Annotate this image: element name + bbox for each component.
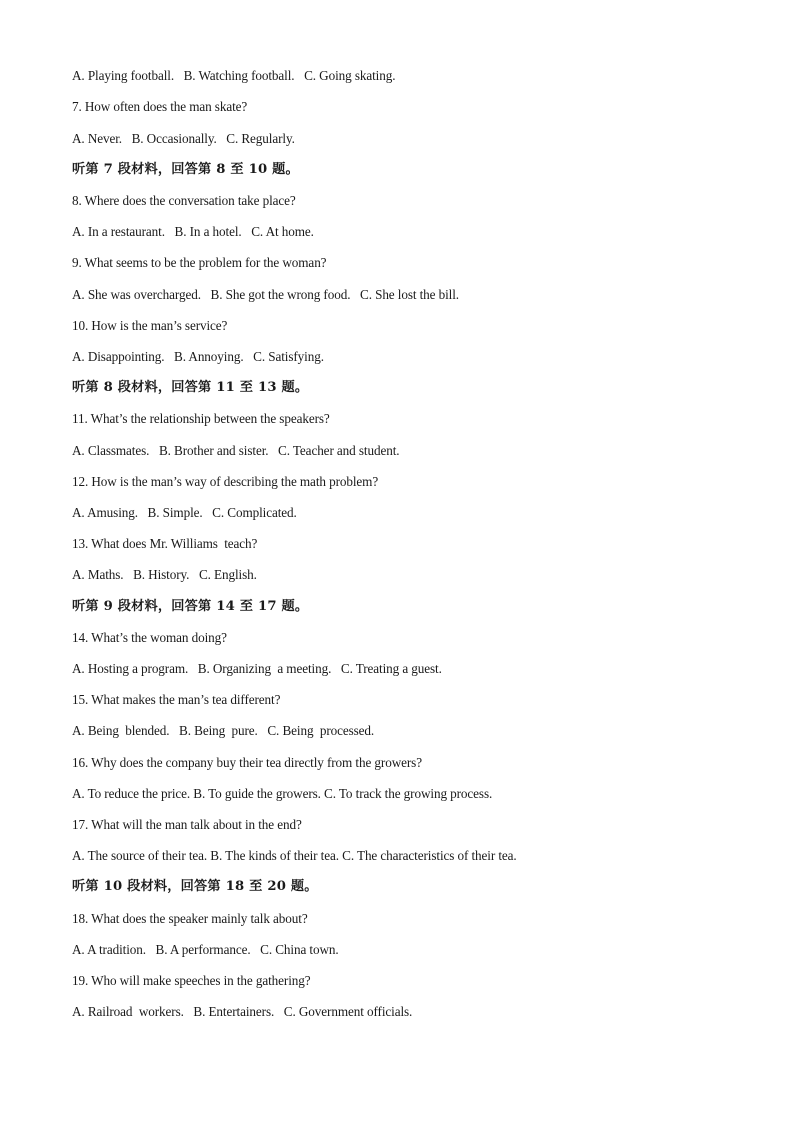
question-line: 14. What’s the woman doing? bbox=[72, 630, 227, 645]
question-line: 19. Who will make speeches in the gathering? bbox=[72, 973, 311, 988]
option-line: A. Never. B. Occasionally. C. Regularly. bbox=[72, 131, 295, 146]
question-line: 10. How is the man’s service? bbox=[72, 318, 228, 333]
section-heading: 听第 9 段材料，回答第 14 至 17 题。 bbox=[72, 599, 309, 614]
option-line: A. Classmates. B. Brother and sister. C. Teacher and student. bbox=[72, 443, 400, 458]
option-line: A. In a restaurant. B. In a hotel. C. At home. bbox=[72, 224, 314, 239]
question-line: 16. Why does the company buy their tea directly from the growers? bbox=[72, 755, 422, 770]
question-line: 11. What’s the relationship between the speakers? bbox=[72, 411, 330, 426]
option-line: A. Hosting a program. B. Organizing a meeting. C. Treating a guest. bbox=[72, 661, 442, 676]
question-line: 15. What makes the man’s tea different? bbox=[72, 692, 281, 707]
question-line: 12. How is the man’s way of describing the math problem? bbox=[72, 474, 379, 489]
section-heading: 听第 8 段材料，回答第 11 至 13 题。 bbox=[72, 380, 309, 395]
option-line: A. A tradition. B. A performance. C. China town. bbox=[72, 942, 339, 957]
option-line: A. Playing football. B. Watching football. C. Going skating. bbox=[72, 68, 396, 83]
question-line: 8. Where does the conversation take place? bbox=[72, 193, 296, 208]
option-line: A. Amusing. B. Simple. C. Complicated. bbox=[72, 505, 297, 520]
option-line: A. To reduce the price. B. To guide the growers. C. To track the growing process. bbox=[72, 786, 493, 801]
question-line: 18. What does the speaker mainly talk about? bbox=[72, 911, 308, 926]
question-line: 13. What does Mr. Williams teach? bbox=[72, 536, 258, 551]
section-heading: 听第 7 段材料，回答第 8 至 10 题。 bbox=[72, 162, 299, 177]
option-line: A. Disappointing. B. Annoying. C. Satisfying. bbox=[72, 349, 324, 364]
question-line: 9. What seems to be the problem for the woman? bbox=[72, 255, 327, 270]
section-heading: 听第 10 段材料，回答第 18 至 20 题。 bbox=[72, 879, 318, 894]
option-line: A. She was overcharged. B. She got the wrong food. C. She lost the bill. bbox=[72, 287, 460, 302]
option-line: A. The source of their tea. B. The kinds of their tea. C. The characteristics of their tea. bbox=[72, 848, 517, 863]
option-line: A. Maths. B. History. C. English. bbox=[72, 567, 257, 582]
question-line: 7. How often does the man skate? bbox=[72, 99, 248, 114]
question-line: 17. What will the man talk about in the end? bbox=[72, 817, 302, 832]
option-line: A. Being blended. B. Being pure. C. Being processed. bbox=[72, 723, 375, 738]
option-line: A. Railroad workers. B. Entertainers. C. Government officials. bbox=[72, 1004, 413, 1019]
